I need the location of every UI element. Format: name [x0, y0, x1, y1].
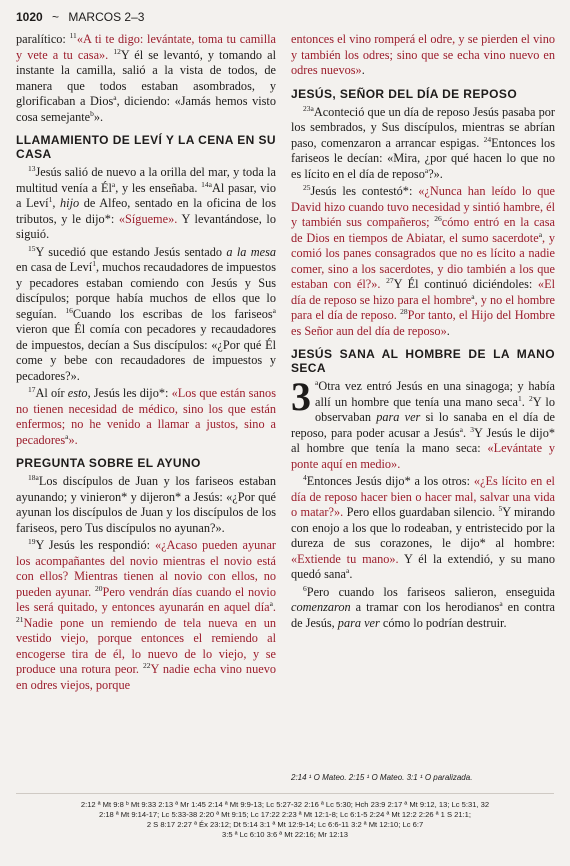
text-run: esto [67, 386, 88, 400]
verse-marker: 25 [303, 182, 311, 192]
verse-marker: 16 [65, 305, 73, 315]
verse-marker: 20 [95, 583, 103, 593]
verse-marker: 22 [142, 660, 151, 670]
text-run: . [521, 394, 530, 409]
words-of-jesus: cómo entró en la casa de Dios en tiempos de Abiatar, el sumo sacerdote [291, 215, 555, 245]
verse-marker: a [272, 305, 276, 315]
text-run: a tramar con los herodianos [350, 600, 500, 614]
verse-marker: a [538, 229, 543, 239]
words-of-jesus: Nadie pone un remiendo de tela nueva en un vestido viejo, porque entonces el remiendo al encogerse tira de él, lo nuevo de lo viejo, y se produce una rotura peor. [16, 615, 276, 676]
verse-marker: a [459, 424, 463, 434]
text-run: ?». [428, 166, 443, 181]
text-run: Y lo observaban [315, 394, 555, 424]
verse-marker: 1 [517, 393, 522, 403]
words-of-jesus: Y nadie echa vino nuevo en odres viejos, porque [16, 662, 276, 692]
verse-marker: 28 [400, 306, 408, 316]
verse-marker: a [345, 565, 350, 575]
text-run: , diciendo: «Jamás hemos visto cosa semejante [16, 94, 276, 124]
verse-marker: a [315, 377, 319, 387]
verse-marker: 24 [483, 134, 492, 144]
translation-notes: 2:14 ¹ O Mateo. 2:15 ¹ O Mateo. 3:1 ¹ O paralizada. [291, 773, 473, 782]
words-of-jesus: Pero vendrán días cuando el novio les será quitado, y entonces ayunarán en aquel día [16, 584, 276, 614]
text-run: Cuando los escribas de los fariseos [72, 306, 273, 321]
text-run: a la mesa [226, 244, 276, 259]
words-of-jesus: «¿Nunca han leído lo que David hizo cuando tuvo necesidad y sintió hambre, él y también sus compañeros; [291, 184, 556, 229]
text-run: cómo lo podrían destruir. [379, 615, 507, 630]
chapter-text [291, 374, 555, 471]
paragraph [291, 32, 555, 79]
text-run: si lo sanaba en el día de reposo, para poder acusar a Jesús [291, 410, 555, 440]
cross-reference-line: 2:12 ª Mt 9:8 ᵇ Mt 9:33 2:13 ª Mr 1:45 2:14 ª Mt 9:9-13; Lc 5:27-32 2:16 ª Lc 5:30; Hch 23:9 2:17 ª Mt 9:12, 13; Lc 5:31, 32 [80, 800, 490, 809]
paragraph [16, 474, 276, 536]
paragraph [291, 105, 555, 183]
text-run: Al oír [35, 386, 68, 400]
paragraph [16, 245, 276, 385]
running-head: MARCOS 2–3 [68, 10, 145, 24]
verse-marker: 6 [303, 583, 307, 593]
text-run: Los discípulos de Juan y los fariseos estaban ayunando; y vinieron* y dijeron* a Jesús: «¿Por qué ayunan los discípulos de Juan y los discípulos de los fariseos, pero Tus discípulos no ayunan?». [16, 474, 276, 535]
text-run: comenzaron [291, 600, 351, 614]
words-of-jesus: . [272, 600, 276, 614]
text-run: en contra de Jesús, [291, 600, 556, 630]
paragraph [16, 386, 276, 448]
paragraph [16, 32, 276, 125]
text-run: Aconteció que un día de reposo Jesús pasaba por los sembrados, y Sus discípulos, mientras se abrían paso, comenzaron a arrancar espigas. [291, 104, 555, 150]
verse-marker: 3 [470, 424, 474, 434]
paragraph [16, 538, 276, 693]
verse-marker: a [310, 103, 314, 113]
verse-marker: 17 [28, 384, 36, 394]
text-run: Y levantándose, lo siguió. [16, 211, 276, 241]
text-run: Y él se levantó, y tomando al instante la camilla, salió a la vista de todos, de manera que todos estaban asombrados, y glorificaban a Dios [16, 47, 276, 108]
verse-marker: a [113, 92, 117, 102]
text-run: . [349, 567, 353, 581]
text-run: de Alfeo, sentado en la oficina de los tributos, y le dijo*: [16, 196, 276, 226]
verse-marker: a [269, 598, 273, 608]
chapter-paragraph [291, 374, 555, 472]
section-heading: LLAMAMIENTO DE LEVÍ Y LA CENA EN SU CASA [16, 133, 276, 161]
verse-marker: 11 [69, 30, 77, 40]
text-run: paralítico: [16, 32, 70, 46]
text-run: ». [93, 109, 104, 124]
cross-reference-line: 2:18 ª Mt 9:14-17; Lc 5:33-38 2:20 ª Mt 9:15; Lc 17:22 2:23 ª Mt 12:1-8; Lc 6:1-5 2:24 ª Mt 12:2 2:26 ª 1 S 21:1; [98, 810, 472, 819]
verse-marker: a [208, 179, 212, 189]
text-run: Pero ellos guardaban silencio. [343, 505, 499, 519]
cross-reference-line: 3:5 ª Lc 6:10 3:6 ª Mt 22:16; Mr 12:13 [222, 830, 348, 839]
text-run: para ver [376, 410, 421, 424]
text-run: . [446, 323, 450, 338]
text-run: para ver [337, 615, 380, 630]
cross-references [16, 800, 554, 840]
text-run: Jesús salió de nuevo a la orilla del mar, y toda la multitud venía a Él [16, 165, 276, 195]
text-run: , muchos recaudadores de impuestos y pecadores estaban comiendo con Jesús y Sus discípulos; porque había muchos de ellos que lo seguían. [16, 260, 276, 321]
text-run: Y él la extendió, y su mano quedó sana [291, 551, 555, 581]
words-of-jesus: , y comió los panes consagrados que no es lícito a nadie comer, sino a los sacerdotes, y dio también a los que estaban con él?». [291, 230, 555, 291]
verse-marker: 21 [16, 614, 24, 624]
verse-marker: b [90, 108, 94, 118]
text-run: . [361, 63, 365, 77]
words-of-jesus: , y no el hombre para el día de reposo. [291, 292, 555, 322]
words-of-jesus: «A ti te digo: levántate, toma tu camilla y vete a tu casa». [16, 32, 276, 62]
words-of-jesus: «Levántate y ponte aquí en medio». [291, 441, 555, 471]
text-run: Y Jesús le dijo* al hombre que tenía la mano seca: [291, 425, 555, 455]
paragraph [291, 184, 555, 339]
verse-marker: 14 [201, 179, 209, 189]
text-run: en casa de Leví [16, 260, 93, 274]
text-run: . [462, 425, 471, 440]
verse-marker: 15 [28, 243, 36, 253]
verse-marker: 5 [498, 503, 503, 513]
text-run: , [52, 196, 61, 210]
left-column [16, 32, 276, 695]
paragraph [291, 585, 555, 632]
text-run: Entonces Jesús dijo* a los otros: [306, 474, 474, 488]
verse-marker: a [424, 165, 429, 175]
text-run: Y mirando con enojo a los que lo rodeaban, y entristecido por la dureza de sus corazones, le dijo* al hombre: [291, 505, 555, 550]
words-of-jesus: Por tanto, el Hijo del Hombre es Señor aun del día de reposo» [291, 308, 555, 338]
text-run: Otra vez entró Jesús en una sinagoga; y había allí un hombre que tenía una mano seca [315, 379, 555, 409]
verse-marker: 1 [48, 194, 53, 204]
text-run: vieron que Él comía con pecadores y recaudadores de impuestos, decían a Sus discípulos: «¿Por qué Él come y bebe con recaudadores de impuestos y pecadores?». [16, 322, 276, 383]
verse-marker: a [471, 291, 475, 301]
verse-marker: a [111, 179, 116, 189]
words-of-jesus: «Los que están sanos no tienen necesidad de médico, sino los que están enfermos; no he venido a llamar a justos, sino a pecadores [16, 386, 276, 447]
verse-marker: a [499, 598, 503, 608]
text-run: Entonces los fariseos le decían: «Mira, ¿por qué hacen lo que no es lícito en el día de reposo [291, 135, 555, 181]
text-run: hijo [60, 196, 80, 210]
text-run: Al pasar, vio a Leví [16, 180, 276, 210]
verse-marker: a [35, 472, 39, 482]
words-of-jesus: «Sígueme». [118, 211, 178, 226]
verse-marker: 2 [529, 393, 533, 403]
verse-marker: 4 [303, 472, 307, 482]
header-separator: ~ [52, 10, 60, 24]
verse-marker: a [65, 431, 69, 441]
paragraph [16, 165, 276, 243]
page-header [16, 10, 556, 28]
verse-marker: 13 [28, 163, 36, 173]
section-heading: JESÚS, SEÑOR DEL DÍA DE REPOSO [291, 86, 518, 101]
verse-marker: 18 [28, 472, 36, 482]
words-of-jesus: entonces el vino romperá el odre, y se pierden el vino y también los odres; sino que se echa vino nuevo en odres nuevos» [291, 32, 555, 77]
text-run: Y sucedió que estando Jesús sentado [35, 244, 227, 259]
section-heading: JESÚS SANA AL HOMBRE DE LA MANO SECA [291, 347, 555, 375]
words-of-jesus: «¿Es lícito en el día de reposo hacer bien o hacer mal, salvar una vida o matar?». [291, 474, 555, 519]
verse-marker: 12 [113, 46, 121, 56]
text-run: , Jesús les dijo*: [87, 386, 172, 400]
paragraph [291, 474, 555, 583]
chapter-number: 3 [291, 374, 311, 419]
text-run: , y les enseñaba. [115, 180, 202, 195]
words-of-jesus: «¿Acaso pueden ayunar los acompañantes del novio mientras el novio está con ellos? Mientras tienen al novio con ellos, no pueden ayunar. [16, 538, 276, 599]
page-number: 1020 [16, 10, 43, 24]
cross-reference-line: 2 S 8:17 2:27 ª Éx 23:12; Dt 5:14 3:1 ª Mt 12:9-14; Lc 6:6-11 3:2 ª Mt 12:10; Lc 6:7 [146, 820, 424, 829]
words-of-jesus: «Extiende tu mano». [291, 551, 399, 566]
verse-marker: 19 [28, 536, 36, 546]
words-of-jesus: «El día de reposo se hizo para el hombre [291, 277, 555, 307]
footnote-divider [16, 793, 554, 794]
text-run: Jesús les contestó*: [310, 184, 419, 198]
right-column [291, 32, 555, 633]
words-of-jesus: ». [68, 432, 78, 447]
verse-marker: 23 [303, 103, 311, 113]
verse-marker: 26 [434, 213, 442, 223]
text-run: Pero cuando los fariseos salieron, enseguida [306, 584, 555, 599]
verse-marker: 1 [92, 258, 96, 268]
text-run: Y Él continuó diciéndoles: [393, 277, 538, 291]
section-heading: PREGUNTA SOBRE EL AYUNO [16, 456, 201, 470]
text-run: Y Jesús les respondió: [35, 538, 155, 552]
verse-marker: 27 [386, 275, 394, 285]
